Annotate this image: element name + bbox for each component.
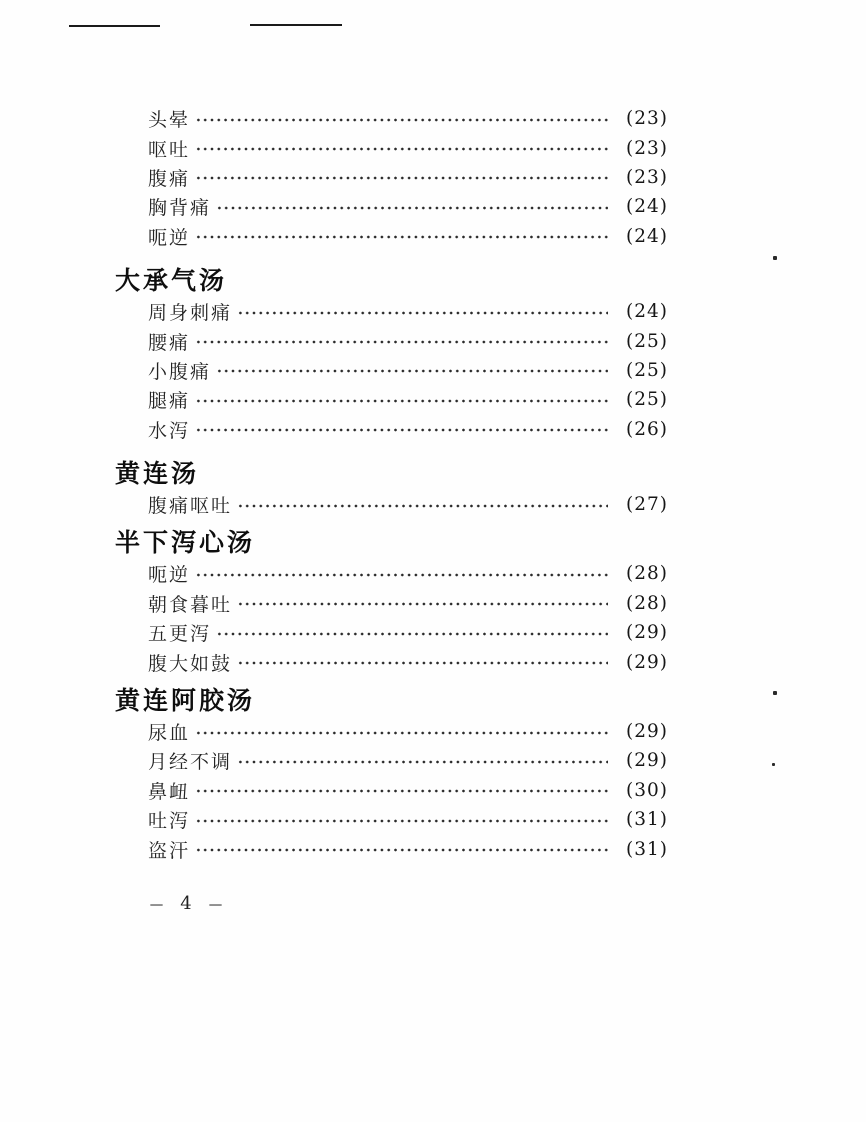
toc-entry-page: (23) [626,166,668,188]
toc-entry [115,490,668,519]
toc-entry-title: 吐泻 [148,811,191,833]
dot-leader [237,601,608,607]
section-header: 黄连汤 [115,459,200,488]
section-header: 大承气汤 [115,266,228,295]
toc-entry-title: 呃逆 [148,565,191,587]
toc-entry-title: 腹大如鼓 [148,653,233,675]
dot-leader [216,368,608,374]
dot-leader [195,427,608,433]
dot-leader [195,146,608,152]
toc-entry-page: (25) [626,359,668,381]
toc-entry-title: 尿血 [148,723,191,745]
dot-leader [195,788,608,794]
toc-entry-page: (29) [626,750,668,772]
page-footer [149,893,223,914]
toc-entry-title: 盗汗 [148,840,191,862]
dot-leader [237,759,608,765]
footer-dash-left: — [149,894,164,913]
toc-entry-page: (25) [626,330,668,352]
toc-entry [115,326,668,355]
dot-leader [195,234,608,240]
toc-entry-title: 鼻衄 [148,781,191,803]
scan-speck [773,256,777,260]
toc-entry-page: (28) [626,563,668,585]
toc-entry-page: (29) [626,721,668,743]
toc-entry-title: 小腹痛 [148,361,212,383]
dot-leader [195,339,608,345]
toc-entry-title: 呃逆 [148,227,191,249]
toc-entry-page: (24) [626,196,668,218]
toc-entry-title: 周身刺痛 [148,303,233,325]
toc-entry [115,834,668,863]
toc-entry-title: 腰痛 [148,332,191,354]
toc-entry-title: 腹痛 [148,168,191,190]
toc-entry-title: 腹痛呕吐 [148,496,233,518]
toc-section [115,685,668,864]
toc-entry [115,647,668,676]
toc-entry-page: (27) [626,494,668,516]
dot-leader [216,631,608,637]
toc-section [115,458,668,519]
toc-entry-page: (25) [626,389,668,411]
toc-entry [115,559,668,588]
toc-entry [115,222,668,251]
toc-entry-page: (31) [626,838,668,860]
scan-speck [773,691,777,695]
table-of-contents [115,0,668,864]
toc-section [115,265,668,444]
toc-entry-page: (30) [626,779,668,801]
toc-entry [115,297,668,326]
toc-section [115,104,668,251]
dot-leader [195,398,608,404]
toc-entry [115,746,668,775]
toc-entry [115,717,668,746]
dot-leader [195,730,608,736]
toc-entry-title: 水泻 [148,420,191,442]
toc-entry-title: 朝食暮吐 [148,594,233,616]
toc-entry-page: (23) [626,108,668,130]
toc-entry [115,415,668,444]
toc-entry [115,192,668,221]
dot-leader [216,205,608,211]
dot-leader [195,818,608,824]
toc-entry [115,589,668,618]
footer-page-number: 4 [180,893,192,914]
toc-entry [115,163,668,192]
dot-leader [195,117,608,123]
toc-entry-title: 五更泻 [148,624,212,646]
dot-leader [237,310,608,316]
toc-entry-page: (29) [626,622,668,644]
dot-leader [195,175,608,181]
toc-entry-page: (28) [626,592,668,614]
toc-entry-page: (31) [626,809,668,831]
toc-entry-page: (29) [626,651,668,673]
toc-entry-title: 月经不调 [148,752,233,774]
toc-entry-title: 胸背痛 [148,198,212,220]
toc-entry-title: 腿痛 [148,391,191,413]
toc-entry [115,104,668,133]
toc-entry [115,385,668,414]
scan-speck [772,763,775,766]
toc-entry-page: (24) [626,301,668,323]
section-header: 黄连阿胶汤 [115,686,256,715]
toc-entry-page: (26) [626,418,668,440]
toc-entry-page: (23) [626,137,668,159]
toc-entry [115,805,668,834]
dot-leader [237,660,608,666]
footer-dash-right: — [208,894,223,913]
toc-entry [115,133,668,162]
toc-entry [115,618,668,647]
dot-leader [195,572,608,578]
toc-entry-page: (24) [626,225,668,247]
dot-leader [195,847,608,853]
dot-leader [237,503,608,509]
toc-section [115,527,668,677]
section-header: 半下泻心汤 [115,529,256,558]
toc-entry [115,776,668,805]
toc-entry-title: 呕吐 [148,139,191,161]
toc-entry-title: 头晕 [148,110,191,132]
toc-entry [115,356,668,385]
